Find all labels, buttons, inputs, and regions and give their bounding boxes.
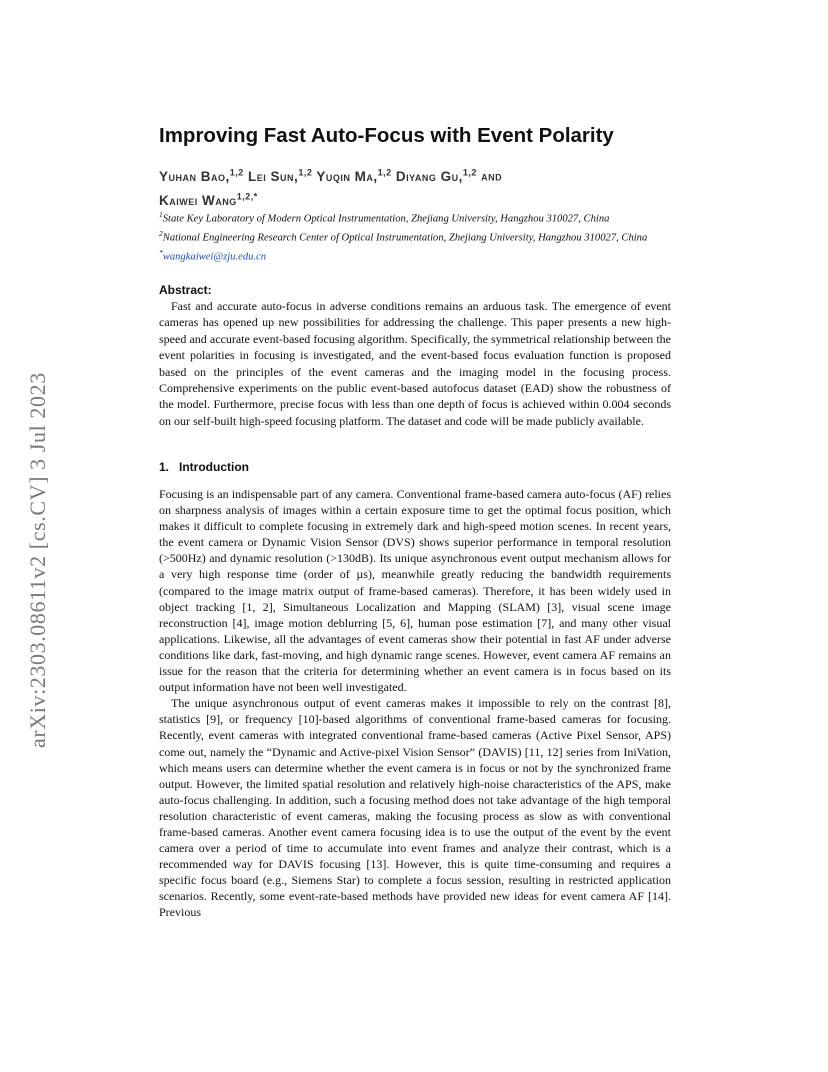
abstract-text: Fast and accurate auto-focus in adverse conditions remains an arduous task. The emergence of event cameras has opened up new possibilities for addressing the challenge. This paper presents a new high-speed and accurate event-based focusing algorithm. Specifically, the symmetrical relationship between the event polarities in focusing is investigated, and the event-based focus evaluation function is proposed based on the principles of the event cameras and the imaging model in the focusing process. Comprehensive experiments on the public event-based autofocus dataset (EAD) show the robustness of the model. Furthermore, precise focus with less than one depth of focus is achieved within 0.004 seconds on our self-built high-speed focusing platform. The dataset and code will be made publicly available.	[159, 299, 671, 428]
author-conjunction: and	[481, 168, 503, 184]
affiliation: $^2$National Engineering Research Center of Optical Instrumentation, Zhejiang University, Hangzhou 310027, China	[159, 229, 648, 244]
author: Diyang Gu,$^{1,2}$	[395, 167, 477, 184]
corresponding-email[interactable]: *wangkaiwei@zju.edu.cn	[159, 248, 267, 263]
affiliation: $^1$State Key Laboratory of Modern Optical Instrumentation, Zhejiang University, Hangzhou 310027, China	[159, 210, 610, 225]
arxiv-stamp: arXiv:2303.08611v2 [cs.CV] 3 Jul 2023	[25, 372, 50, 748]
author-list	[159, 162, 679, 211]
paper-title: Improving Fast Auto-Focus with Event Polarity	[159, 124, 614, 147]
author: Yuhan Bao,$^{1,2}$	[159, 167, 244, 184]
section-heading	[159, 460, 249, 474]
introduction-body	[159, 486, 671, 921]
author: Kaiwei Wang$^{1,2,*}$	[159, 191, 258, 208]
author: Lei Sun,$^{1,2}$	[248, 167, 313, 184]
section-number: 1.	[159, 460, 170, 474]
paragraph: The unique asynchronous output of event cameras makes it impossible to rely on the contrast [8], statistics [9], or frequency [10]-based algorithms of conventional frame-based cameras for focusing. Recently, event cameras with integrated conventional frame-based cameras (Active Pixel Sensor, APS) come out, namely the “Dynamic and Active-pixel Vision Sensor” (DAVIS) [11, 12] series from IniVation, which means users can determine whether the event camera is in focus or not by the synchronized frame output. However, the limited spatial resolution and relatively high-noise characteristics of the APS, make auto-focus challenging. In addition, such a focusing method does not take advantage of the high temporal resolution characteristic of event cameras, making the focusing process as slow as with conventional frame-based cameras. Another event camera focusing idea is to use the output of the event by the event camera over a period of time to accumulate into event frames and analyze their contrast, which is a recommended way for DAVIS focusing [13]. However, this is quite time-consuming and requires a specific focus board (e.g., Siemens Star) to complete a focus session, resulting in restricted application scenarios. Recently, some event-rate-based methods have provided new ideas for event camera AF [14]. Previous	[159, 696, 671, 920]
abstract-heading: Abstract:	[159, 283, 212, 297]
affiliations	[159, 208, 679, 265]
section-title: Introduction	[179, 460, 249, 474]
paragraph: Focusing is an indispensable part of any camera. Conventional frame-based camera auto-focus (AF) relies on sharpness analysis of images within a certain exposure time to get the optimal focus position, which makes it difficult to complete focusing in extremely dark and high-speed motion scenes. In recent years, the event camera or Dynamic Vision Sensor (DVS) shows superior performance in temporal resolution (>500Hz) and dynamic resolution (>130dB). Its unique asynchronous event output mechanism allows for a very high response time (order of µs), meanwhile greatly reducing the bandwidth requirements (compared to the image matrix output of frame-based cameras). Therefore, it has been widely used in object tracking [1, 2], Simultaneous Localization and Mapping (SLAM) [3], visual scene image reconstruction [4], image motion deblurring [5, 6], human pose estimation [7], and many other visual applications. Likewise, all the advantages of event cameras show their potential in fast AF under adverse conditions like dark, fast-moving, and high dynamic range scenes. However, event camera AF remains an issue for the reason that the criteria for determining whether an event camera is in focus based on its output information have not been well investigated.	[159, 487, 671, 695]
author: Yuqin Ma,$^{1,2}$	[316, 167, 392, 184]
